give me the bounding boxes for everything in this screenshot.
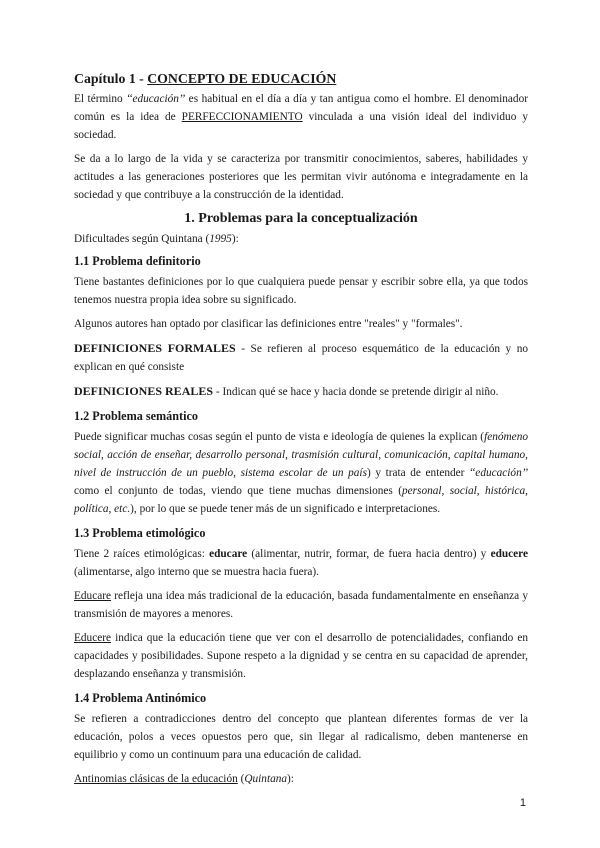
intro-paragraph-1: El término ‘‘educación’’ es habitual en el día a día y tan antigua como el hombre. El denominador común es la idea de PERFECCIONAMIENTO vinculada a una visión ideal del individuo y sociedad. xyxy=(74,93,528,141)
educare-label: Educare xyxy=(74,590,112,602)
section-1-1-paragraph-1: Tiene bastantes definiciones por lo que cualquiera puede pensar y escribir sobre ella, ya que todos tenemos nuestra propia idea sobre su significado. xyxy=(74,276,528,306)
section-1-4-paragraph-2: Antinomias clásicas de la educación (Quintana): xyxy=(74,773,294,785)
intro-paragraph-2: Se da a lo largo de la vida y se caracteriza por transmitir conocimientos, saberes, habilidades y actitudes a las generaciones posteriores que les permitan vivir autónoma e integradamente en la sociedad y que contribuye a la construcción de la identidad. xyxy=(74,153,528,201)
chapter-prefix: Capítulo 1 - xyxy=(74,71,148,86)
section-1-2-heading: 1.2 Problema semántico xyxy=(74,409,198,423)
page-number: 1 xyxy=(519,797,526,809)
definiciones-formales-label: DEFINICIONES FORMALES xyxy=(74,341,236,355)
antinomias-label: Antinomias clásicas de la educación xyxy=(74,773,238,785)
section-1-3-paragraph-3: Educere indica que la educación tiene que ver con el desarrollo de potencialidades, confiando en capacidades y posibilidades. Supone respeto a la dignidad y se centra en su capacidad de aprender, desplazando enseñanza y transmisión. xyxy=(74,632,528,680)
educere-label: Educere xyxy=(74,632,112,644)
key-perfeccionamiento: PERFECCIONAMIENTO xyxy=(181,111,303,123)
definiciones-reales: DEFINICIONES REALES - Indican qué se hace y hacia donde se pretende dirigir al niño. xyxy=(74,384,499,398)
year-1995: 1995 xyxy=(209,233,232,245)
term-educacion: ‘‘educación’’ xyxy=(126,93,186,105)
section-1-1-heading: 1.1 Problema definitorio xyxy=(74,254,201,268)
section-1-3-heading: 1.3 Problema etimológico xyxy=(74,526,206,540)
section-1-1-paragraph-2: Algunos autores han optado por clasificar las definiciones entre "reales" y "formales". xyxy=(74,318,463,330)
term-educacion-2: ‘‘educación’’ xyxy=(469,467,528,479)
section-1-heading: 1. Problemas para la conceptualización xyxy=(184,211,418,226)
difficulties-line: Dificultades según Quintana (1995): xyxy=(74,233,239,245)
section-1-3-paragraph-2: Educare refleja una idea más tradicional de la educación, basada fundamentalmente en enseñanza y transmisión de mayores a menores. xyxy=(74,590,528,620)
document-page xyxy=(74,70,528,794)
section-1-4-heading: 1.4 Problema Antinómico xyxy=(74,691,207,705)
section-1-3-paragraph-1: Tiene 2 raíces etimológicas: educare (alimentar, nutrir, formar, de fuera hacia dentro) y educere (alimentarse, algo interno que se muestra hacia fuera). xyxy=(74,548,529,578)
term-educare: educare xyxy=(209,548,248,560)
section-1-2-paragraph: Puede significar muchas cosas según el punto de vista e ideología de quienes la explican (fenómeno social, acción de enseñar, desarrollo personal, trasmisión cultural, comunicación, capital humano, nivel de instrucción de un pueblo, sistema escolar de un país) y trata de entender ‘‘educación’’ como el conjunto de todas, viendo que tiene muchas dimensiones (personal, social, histórica, política, etc.), por lo que se puede tener más de un significado e interpretaciones. xyxy=(74,431,528,515)
chapter-title-main: CONCEPTO DE EDUCACIÓN xyxy=(147,71,337,86)
term-educere: educere xyxy=(490,548,529,560)
section-1-4-paragraph-1: Se refieren a contradicciones dentro del concepto que plantean diferentes formas de ver la educación, polos a veces opuestos pero que, sin llegar al radicalismo, deben mantenerse en equilibrio y como un continuum para una educación de calidad. xyxy=(74,713,528,761)
definiciones-formales: DEFINICIONES FORMALES - Se refieren al proceso esquemático de la educación y no explican en qué consiste xyxy=(74,341,528,373)
definiciones-reales-label: DEFINICIONES REALES xyxy=(74,384,214,398)
semantic-list-2: personal, social, histórica, política, etc. xyxy=(74,485,528,515)
author-quintana: Quintana xyxy=(244,773,288,785)
semantic-list-1: fenómeno social, acción de enseñar, desarrollo personal, trasmisión cultural, comunicación, capital humano, nivel de instrucción de un pueblo, sistema escolar de un país xyxy=(74,431,528,479)
chapter-title xyxy=(74,70,528,88)
